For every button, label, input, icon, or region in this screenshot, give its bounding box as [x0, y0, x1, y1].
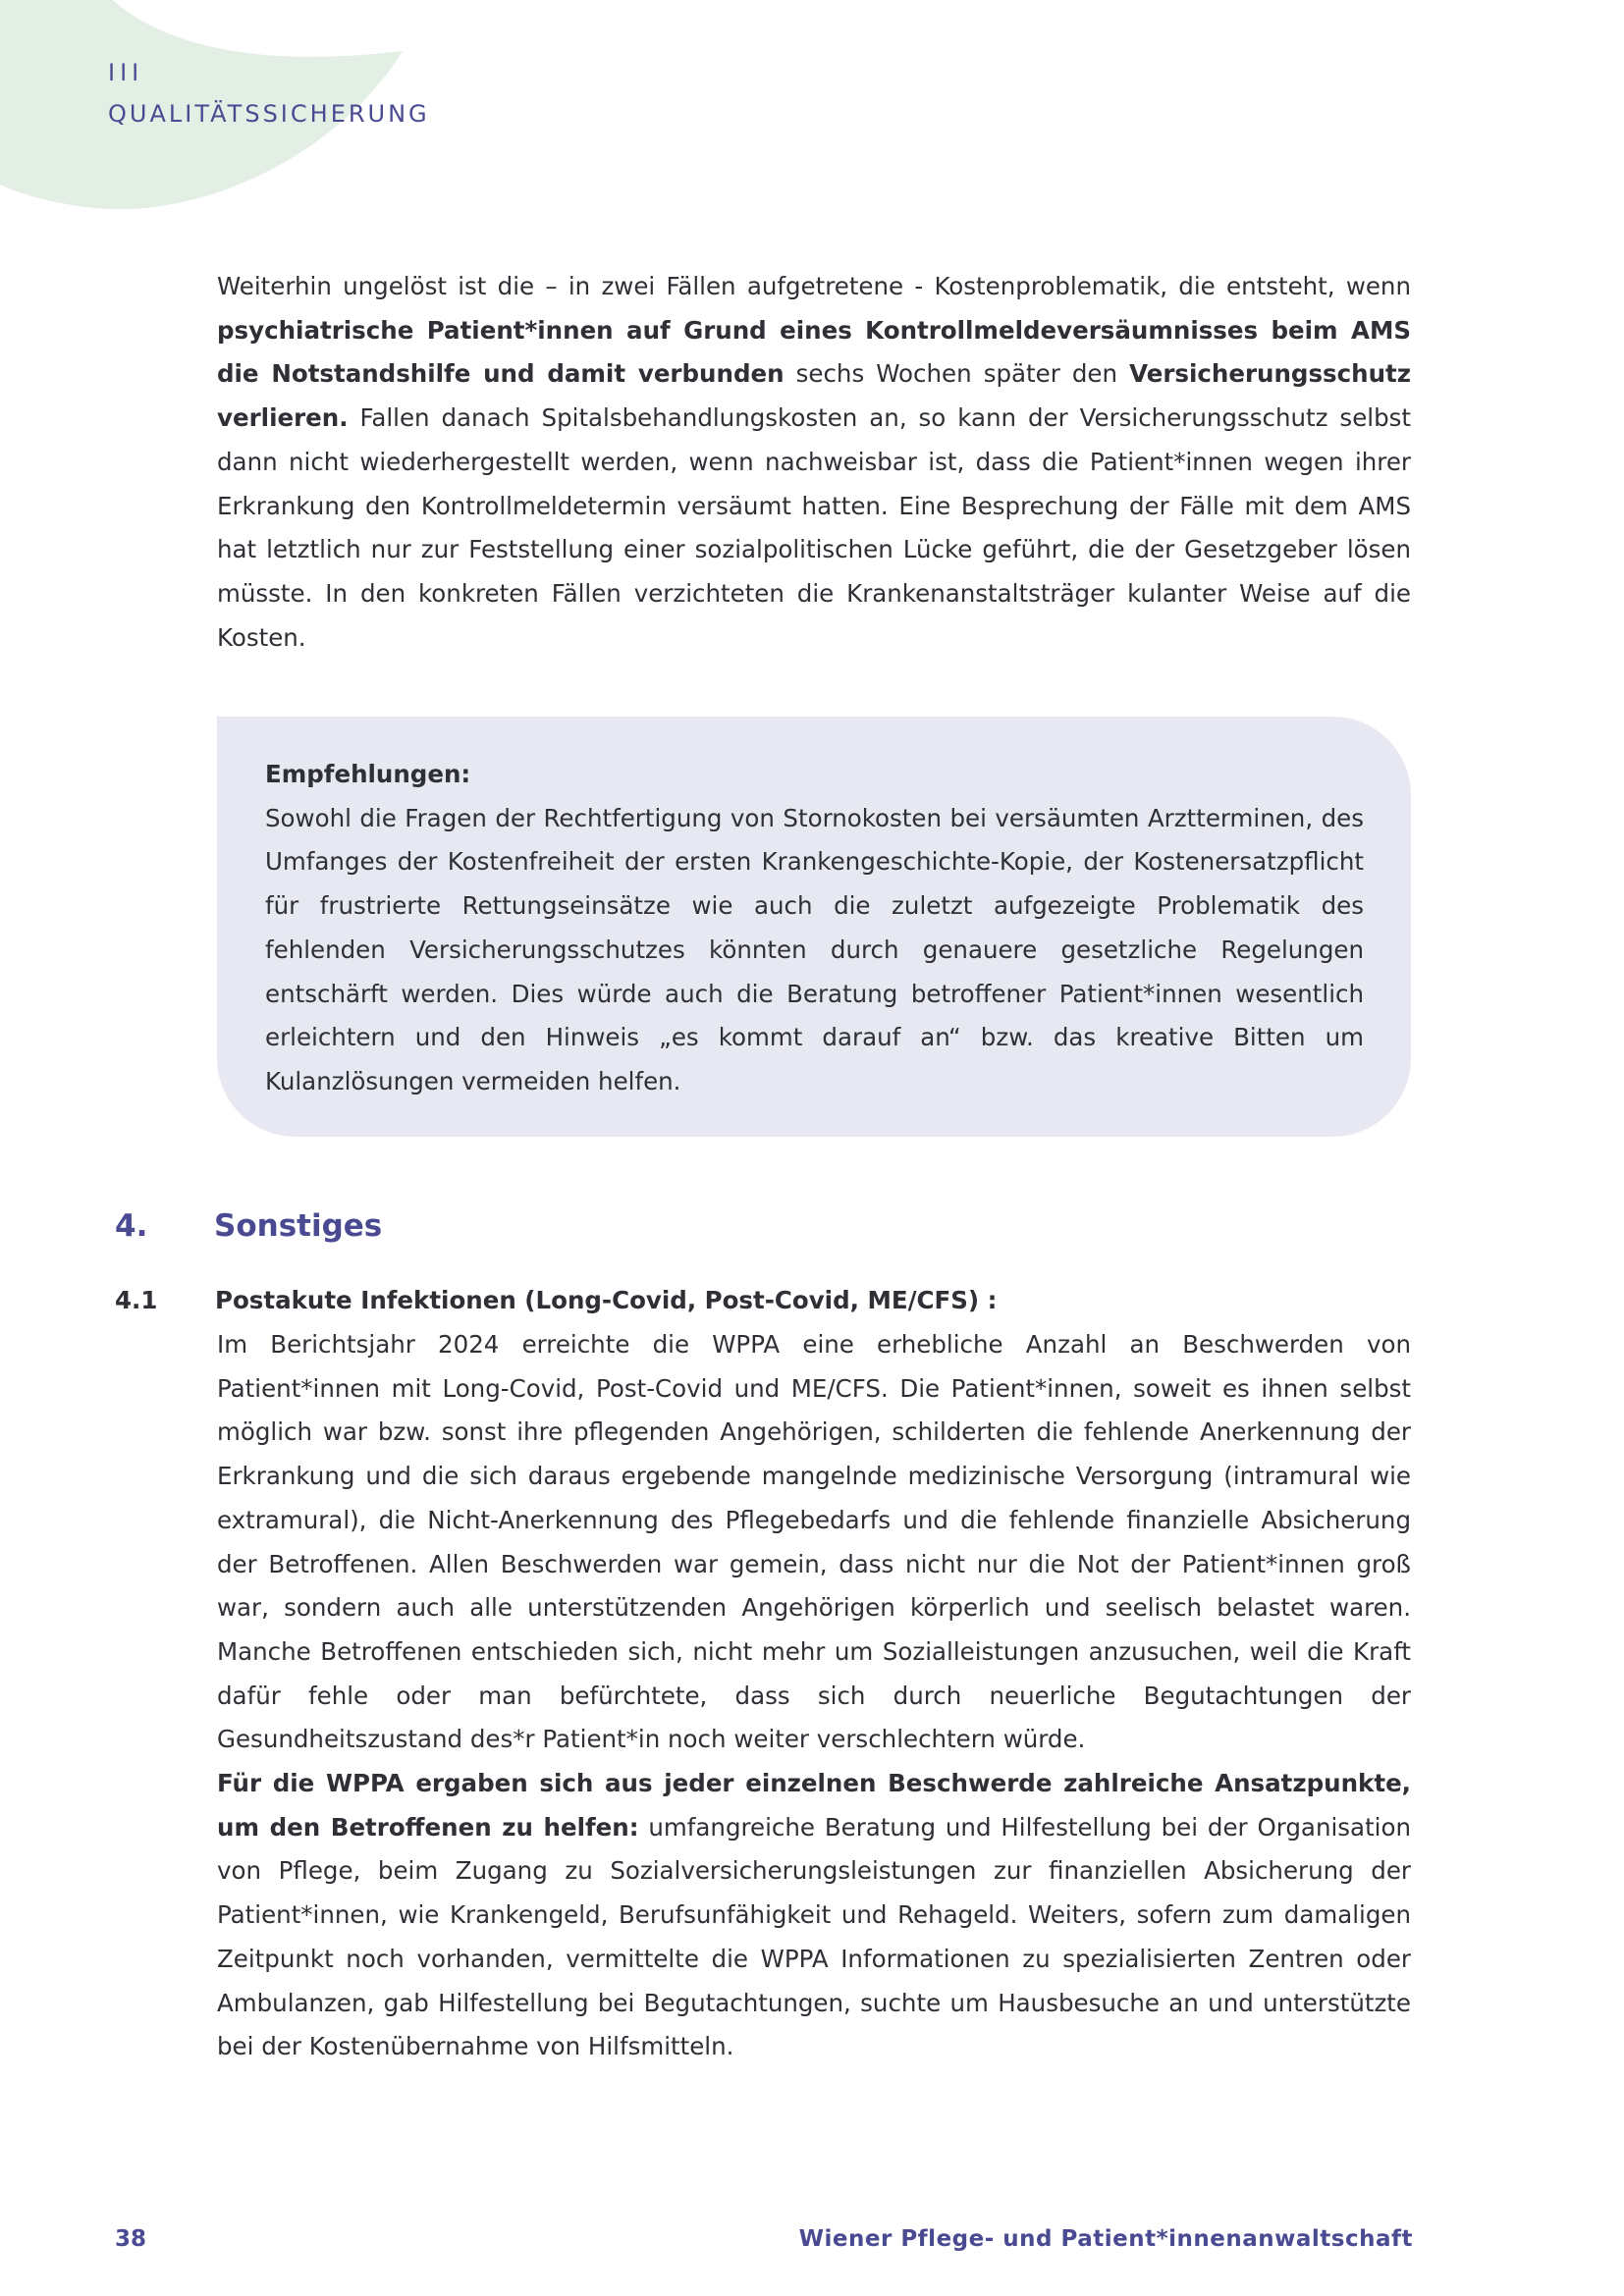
intro-bold-1: psychiatrische Patient*innen auf Grund eines Kontrollmeldeversäumnisses beim AMS die Notstandshilfe und damit verbunden — [217, 315, 1411, 389]
recommendations-title: Empfehlungen: — [265, 760, 471, 788]
section-bold-1: Für die WPPA ergaben sich aus jeder einzelnen Beschwerde zahlreiche Ansatzpunkte, um den Betroffenen zu helfen: — [217, 1769, 1411, 1842]
intro-bold-2: Versicherungsschutz verlieren. — [217, 359, 1412, 433]
section-number: 4. — [115, 1208, 148, 1244]
recommendations-box — [217, 717, 1411, 1137]
section-text-1: Im Berichtsjahr 2024 erreichte die WPPA eine erhebliche Anzahl an Beschwerden von Patient*innen mit Long-Covid, Post-Covid und ME/CFS. Die Patient*innen, soweit es ihnen selbst möglich war bzw. sonst ihre pflegenden Angehörigen, schilderten die fehlende Anerkennung der Erkrankung und die sich daraus ergebende mangelnde medizinische Versorgung (intramural wie extramural), die Nicht-Anerkennung des Pflegebedarfs und die fehlende finanzielle Absicherung der Betroffenen. Allen Beschwerden war gemein, dass nicht nur die Not der Patient*innen groß war, sondern auch alle unterstützenden Angehörigen körperlich und seelisch belastet waren. Manche Betroffenen entschieden sich, nicht mehr um Sozialleistungen anzusuchen, weil die Kraft dafür fehle oder man befürchtete, dass sich durch neuerliche Begutachtungen der Gesundheitszustand des*r Patient*in noch weiter verschlechtern würde. — [217, 1330, 1411, 1754]
subsection-number: 4.1 — [115, 1286, 158, 1314]
chapter-title: QUALITÄTSSICHERUNG — [108, 100, 430, 128]
section-text-2: umfangreiche Beratung und Hilfestellung bei der Organisation von Pflege, beim Zugang zu Sozialversicherungsleistungen zur finanziellen Absicherung der Patient*innen, wie Krankengeld, Berufsunfähigkeit und Rehageld. Weiters, sofern zum damaligen Zeitpunkt noch vorhanden, vermittelte die WPPA Informationen zu spezialisierten Zentren oder Ambulanzen, gab Hilfestellung bei Begutachtungen, suchte um Hausbesuche an und unterstützte bei der Kostenübernahme von Hilfsmitteln. — [217, 1812, 1411, 2061]
chapter-number: III — [108, 59, 144, 86]
recommendations-content — [265, 753, 1364, 1104]
subsection-paragraph — [217, 1323, 1411, 2069]
footer-organization: Wiener Pflege- und Patient*innenanwaltschaft — [798, 2226, 1413, 2252]
intro-text-3: Fallen danach Spitalsbehandlungskosten an, so kann der Versicherungsschutz selbst dann nicht wiederhergestellt werden, wenn nachweisbar ist, dass die Patient*innen wegen ihrer Erkrankung den Kontrollmeldetermin versäumt hatten. Eine Besprechung der Fälle mit dem AMS hat letztlich nur zur Feststellung einer sozialpolitischen Lücke geführt, die der Gesetzgeber lösen müsste. In den konkreten Fällen verzichteten die Krankenanstaltsträger kulanter Weise auf die Kosten. — [217, 403, 1411, 652]
section-title: Sonstiges — [214, 1208, 383, 1244]
intro-paragraph — [217, 265, 1411, 660]
intro-text-1: Weiterhin ungelöst ist die – in zwei Fällen aufgetretene - Kostenproblematik, die entsteht, wenn — [217, 272, 1411, 300]
recommendations-text: Sowohl die Fragen der Rechtfertigung von Stornokosten bei versäumten Arztterminen, des Umfanges der Kostenfreiheit der ersten Krankengeschichte-Kopie, der Kostenersatzpflicht für frustrierte Rettungseinsätze wie auch die zuletzt aufgezeigte Problematik des fehlenden Versicherungsschutzes könnten durch genauere gesetzliche Regelungen entschärft werden. Dies würde auch die Beratung betroffener Patient*innen wesentlich erleichtern und den Hinweis „es kommt darauf an“ bzw. das kreative Bitten um Kulanzlösungen vermeiden helfen. — [265, 803, 1364, 1095]
page-number: 38 — [115, 2226, 147, 2252]
intro-text-2: sechs Wochen später den — [784, 359, 1130, 389]
subsection-title: Postakute Infektionen (Long-Covid, Post-Covid, ME/CFS) : — [215, 1286, 998, 1314]
